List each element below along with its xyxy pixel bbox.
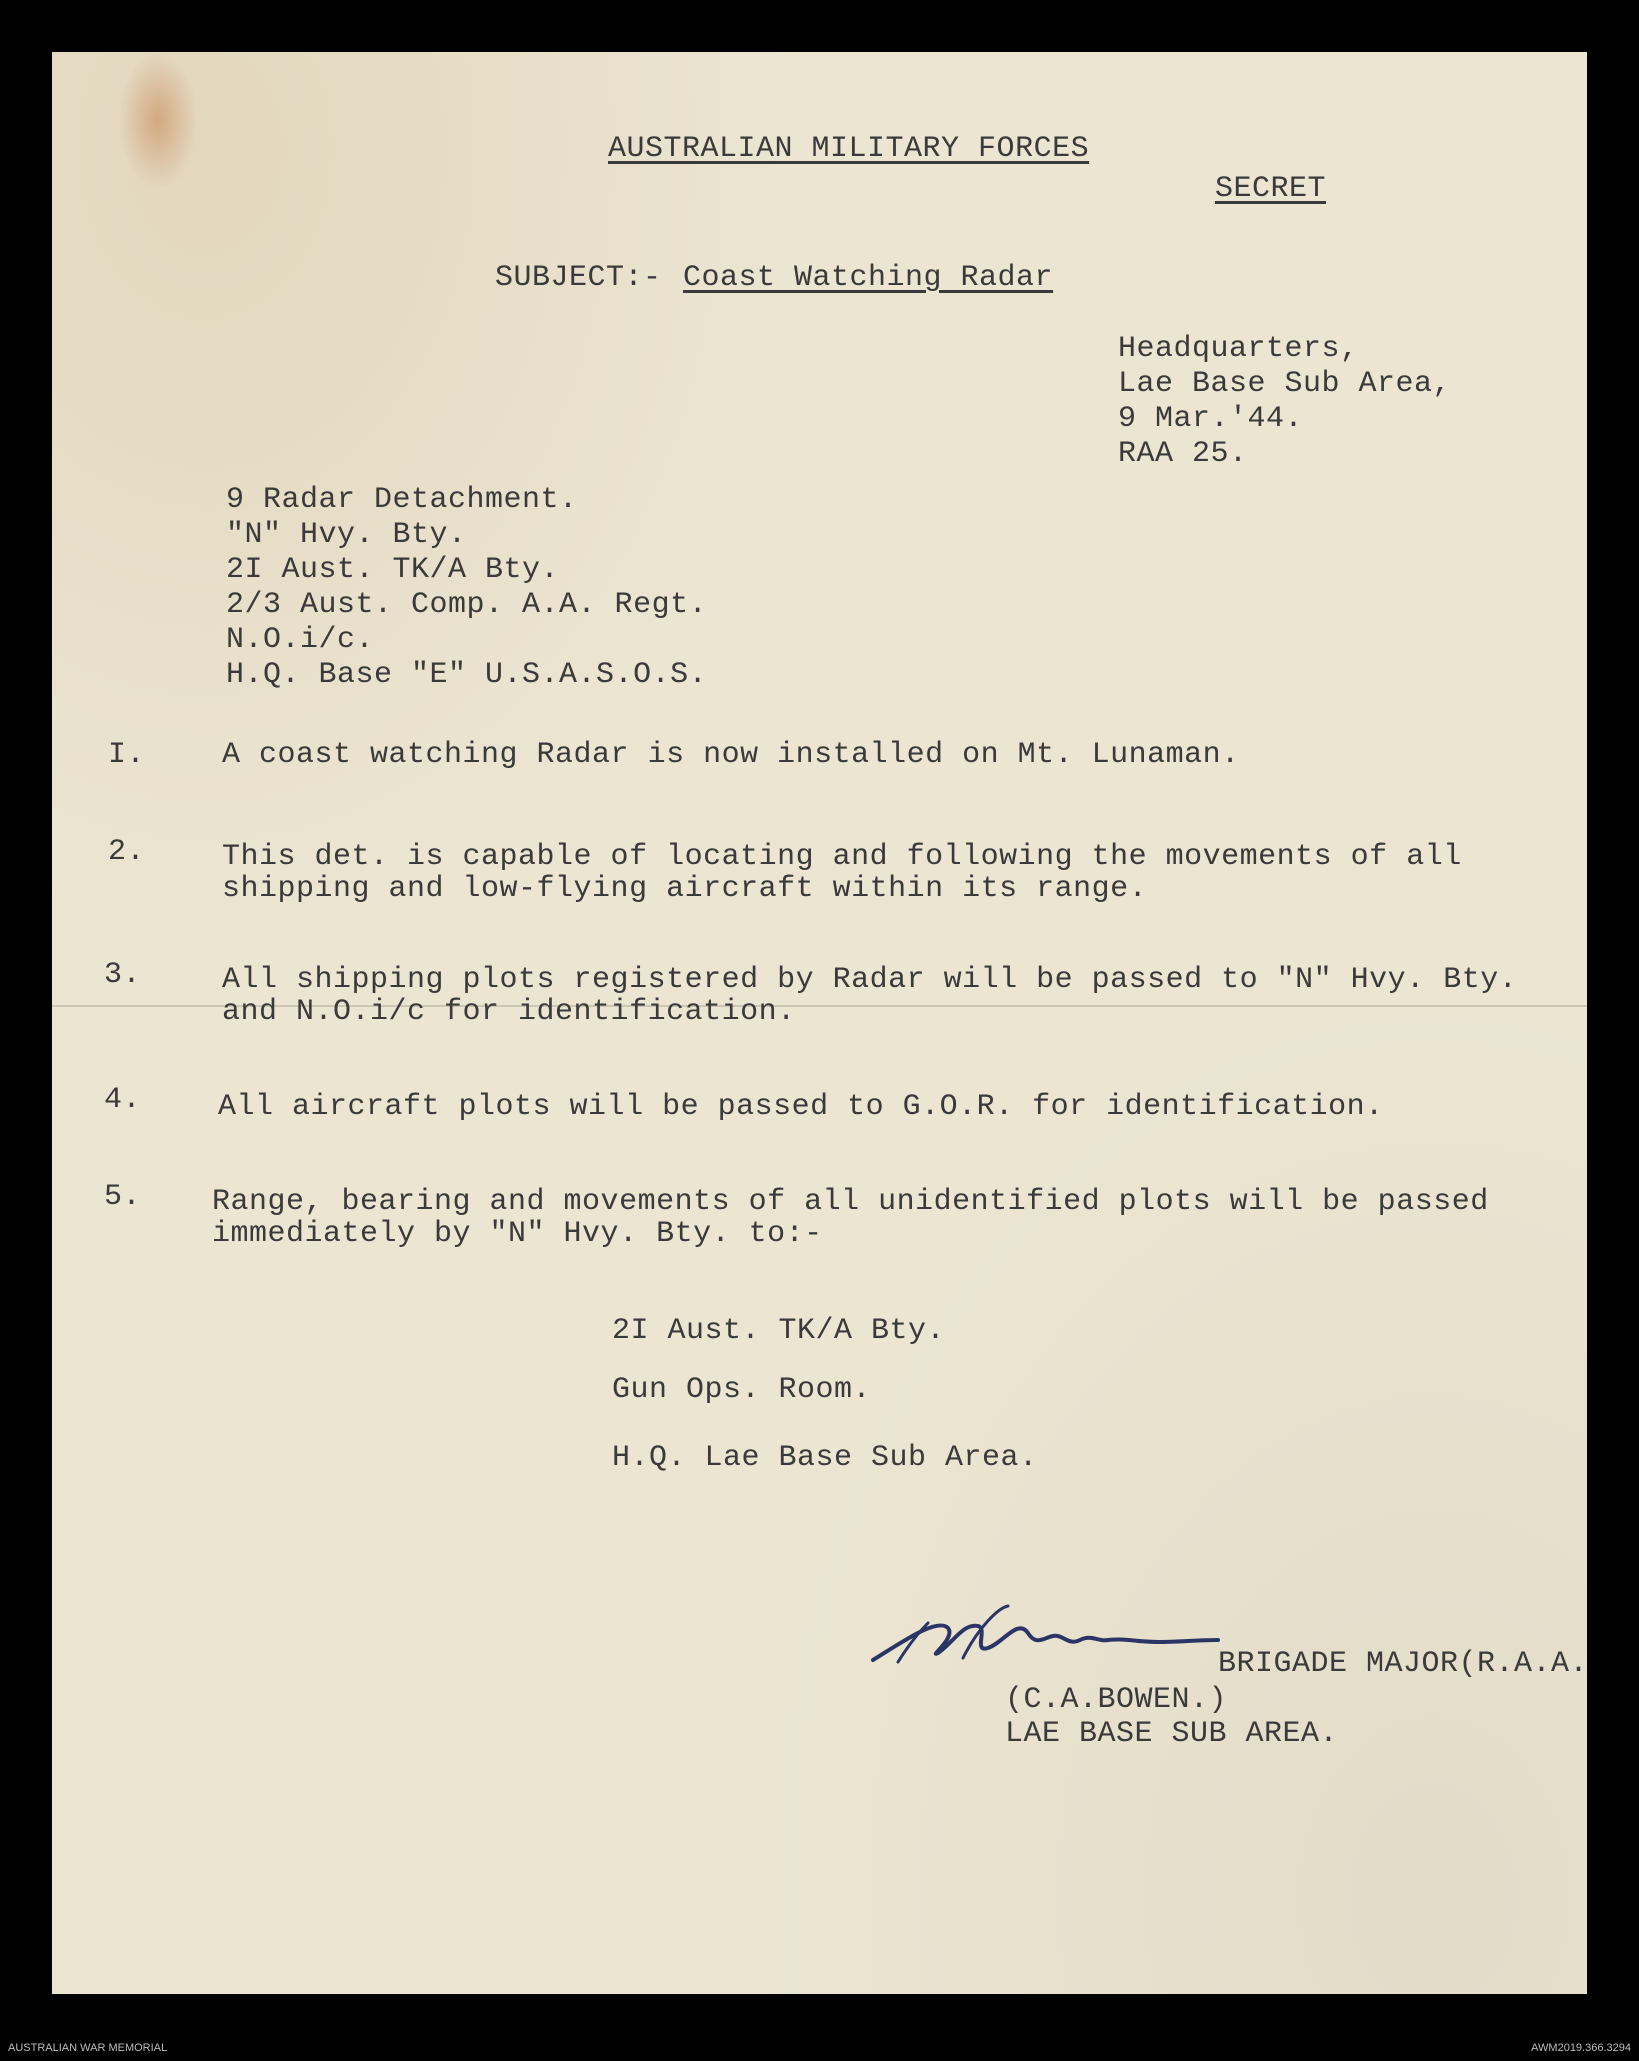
recipient: N.O.i/c.: [226, 623, 375, 657]
distribution-item: 2I Aust. TK/A Bty.: [612, 1314, 946, 1348]
recipient: 2I Aust. TK/A Bty.: [226, 553, 560, 587]
signatory-title: BRIGADE MAJOR(R.A.A.: [1218, 1647, 1589, 1681]
footer-accession-number: AWM2019.366.3294: [1531, 2042, 1631, 2054]
sender-line1: Headquarters,: [1118, 332, 1359, 366]
distribution-item: Gun Ops. Room.: [612, 1373, 872, 1407]
rust-stain: [118, 50, 198, 190]
paragraph-number: 2.: [108, 835, 146, 869]
recipient: 9 Radar Detachment.: [226, 483, 578, 517]
subject-label: SUBJECT:-: [495, 261, 662, 295]
recipient: "N" Hvy. Bty.: [226, 518, 467, 552]
paragraph-line: and N.O.i/c for identification.: [222, 995, 796, 1029]
sender-ref: RAA 25.: [1118, 437, 1248, 471]
recipient: 2/3 Aust. Comp. A.A. Regt.: [226, 588, 708, 622]
paragraph-line: immediately by "N" Hvy. Bty. to:-: [212, 1217, 823, 1251]
classification-label: SECRET: [1215, 172, 1327, 206]
sender-date: 9 Mar.'44.: [1118, 402, 1304, 436]
paragraph-line: All aircraft plots will be passed to G.O.R. for identification.: [218, 1090, 1384, 1124]
distribution-item: H.Q. Lae Base Sub Area.: [612, 1441, 1038, 1475]
paragraph-number: 4.: [104, 1083, 142, 1117]
paragraph-line: This det. is capable of locating and following the movements of all: [222, 840, 1462, 874]
paragraph-number: 5.: [104, 1180, 142, 1214]
paragraph-number: 3.: [104, 958, 142, 992]
subject-title: Coast Watching Radar: [683, 261, 1054, 295]
handwritten-signature: [868, 1598, 1228, 1678]
paragraph-number: I.: [108, 738, 146, 772]
signatory-unit: LAE BASE SUB AREA.: [1005, 1717, 1339, 1751]
footer-archive-label: AUSTRALIAN WAR MEMORIAL: [8, 2042, 168, 2054]
recipient: H.Q. Base "E" U.S.A.S.O.S.: [226, 658, 708, 692]
paragraph-line: shipping and low-flying aircraft within its range.: [222, 872, 1148, 906]
sender-line2: Lae Base Sub Area,: [1118, 367, 1452, 401]
paragraph-line: A coast watching Radar is now installed on Mt. Lunaman.: [222, 738, 1240, 772]
paragraph-line: All shipping plots registered by Radar will be passed to "N" Hvy. Bty.: [222, 963, 1518, 997]
signatory-name: (C.A.BOWEN.): [1005, 1683, 1228, 1717]
org-heading: AUSTRALIAN MILITARY FORCES: [608, 132, 1090, 166]
paragraph-line: Range, bearing and movements of all unidentified plots will be passed: [212, 1185, 1489, 1219]
